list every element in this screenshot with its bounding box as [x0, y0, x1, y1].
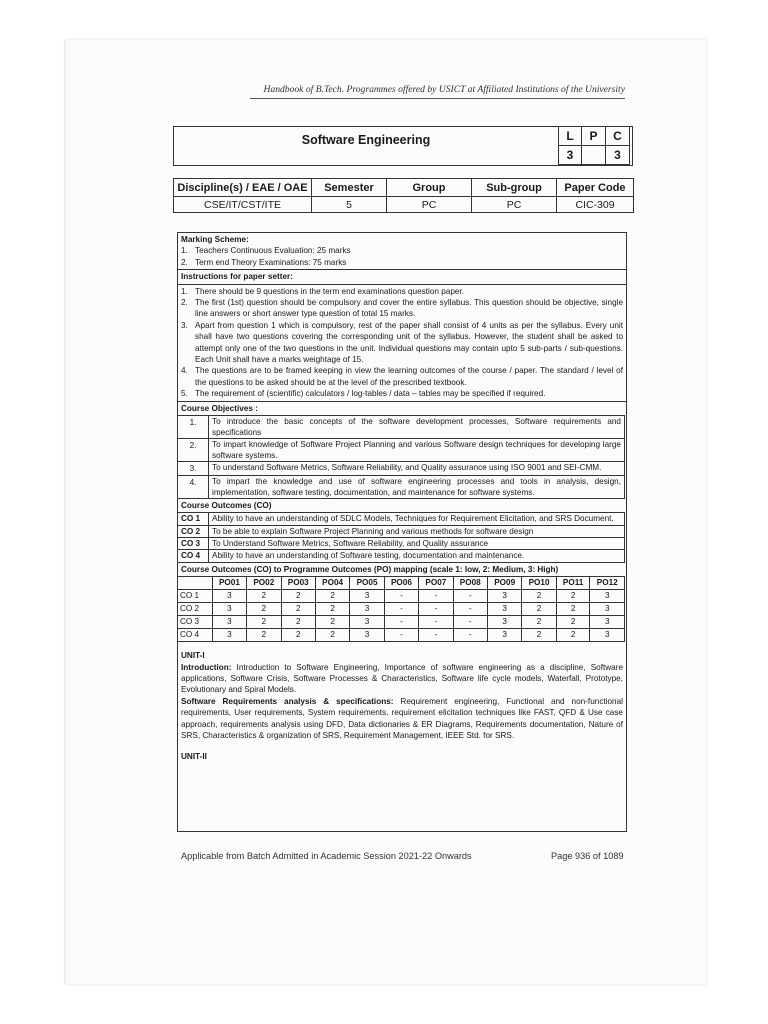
objective-row: 3. To understand Software Metrics, Software Reliability, and Quality assurance using ISO 9001 and SEI-CMM.	[178, 462, 625, 475]
mapping-cell: -	[384, 616, 418, 629]
mapping-row	[178, 629, 625, 642]
outcome-row: CO 1 Ability to have an understanding of SDLC Models, Techniques for Requirement Elicitation, and SRS Document.	[178, 513, 625, 525]
marking-scheme	[178, 233, 626, 270]
outcome-row: CO 3 To Understand Software Metrics, Software Reliability, and Quality assurance	[178, 537, 625, 549]
instructions-heading: Instructions for paper setter:	[178, 270, 626, 284]
disc-header-papercode: Paper Code	[557, 179, 634, 197]
outcome-row: CO 2 To be able to explain Software Project Planning and various methods for software design	[178, 525, 625, 537]
mapping-column-header: PO05	[350, 577, 384, 590]
mapping-column-header: PO07	[419, 577, 453, 590]
objectives-table	[177, 415, 625, 499]
mapping-row	[178, 603, 625, 616]
disc-value-papercode: CIC-309	[557, 197, 634, 213]
mapping-column-header: PO12	[590, 577, 625, 590]
instruction-item: 4. The questions are to be framed keeping in view the learning outcomes of the course / paper. The standard / level of the questions to be asked should be at the level of the prescribed textbook.	[181, 366, 623, 387]
mapping-row-label: CO 3	[178, 616, 213, 629]
instruction-item: 1. There should be 9 questions in the term end examinations question paper.	[181, 286, 464, 296]
syllabus-box	[177, 232, 627, 832]
mapping-cell: 2	[522, 616, 556, 629]
mapping-cell: 2	[281, 629, 315, 642]
unit-1-requirements: Software Requirements analysis & specifications: Requirement engineering, Functional and non-functional requirements, User requirements, System requirements, requirement elicitation techniques like FAST, QFD & Use case approach, requirements analysis using DFD, Data dictionaries & ER Diagrams, Requirements documentation, Nature of SRS, Characteristics & organization of SRS, Requirement Management, IEEE Std. for SRS.	[181, 696, 623, 741]
mapping-row-label: CO 1	[178, 590, 213, 603]
mapping-cell: 3	[212, 590, 246, 603]
mapping-column-header: PO08	[453, 577, 487, 590]
mapping-cell: 3	[350, 616, 384, 629]
outcomes-heading: Course Outcomes (CO)	[181, 500, 272, 510]
mapping-cell: 3	[487, 590, 521, 603]
mapping-cell: 2	[247, 629, 281, 642]
disc-value-group: PC	[387, 197, 472, 213]
lpc-value-l: 3	[559, 146, 582, 165]
mapping-cell: -	[453, 590, 487, 603]
mapping-cell: -	[384, 603, 418, 616]
mapping-column-header: PO09	[487, 577, 521, 590]
marking-heading: Marking Scheme:	[181, 235, 249, 244]
mapping-cell: 3	[590, 603, 625, 616]
disc-value-subgroup: PC	[472, 197, 557, 213]
disc-header-discipline: Discipline(s) / EAE / OAE	[174, 179, 312, 197]
outcome-row: CO 4 Ability to have an understanding of Software testing, documentation and maintenance.	[178, 550, 625, 562]
footer-page-number: Page 936 of 1089	[551, 851, 624, 861]
mapping-cell: -	[419, 590, 453, 603]
mapping-row	[178, 616, 625, 629]
unit-2-label: UNIT-II	[181, 752, 207, 762]
mapping-cell: 2	[522, 603, 556, 616]
mapping-cell: -	[419, 616, 453, 629]
mapping-cell: -	[419, 629, 453, 642]
mapping-cell: -	[453, 616, 487, 629]
instruction-item: 3. Apart from question 1 which is compulsory, rest of the paper shall consist of 4 units as per the syllabus. Every unit shall have two questions covering the corresponding unit of the syllabus. However, the student shall be asked to attempt only one of the two questions in the unit. Individual questions may contain upto 5 sub-parts / sub-questions. Each Unit shall have a marks weightage of 15.	[181, 320, 623, 365]
mapping-cell: 2	[556, 590, 590, 603]
mapping-cell: 2	[315, 629, 349, 642]
mapping-cell: 3	[590, 629, 625, 642]
mapping-column-header: PO06	[384, 577, 418, 590]
disc-header-group: Group	[387, 179, 472, 197]
disc-header-semester: Semester	[312, 179, 387, 197]
instruction-item: 5. The requirement of (scientific) calculators / log-tables / data – tables may be specified if required.	[181, 389, 546, 399]
mapping-cell: 3	[212, 629, 246, 642]
outcomes-table	[177, 512, 625, 563]
disc-value-semester: 5	[312, 197, 387, 213]
mapping-cell: -	[384, 590, 418, 603]
footer-applicable: Applicable from Batch Admitted in Academic Session 2021-22 Onwards	[181, 851, 472, 861]
lpc-value-p	[582, 146, 606, 165]
mapping-column-header: PO04	[315, 577, 349, 590]
instruction-item: 2. The first (1st) question should be compulsory and cover the entire syllabus. This question should be objective, single line answers or short answer type question of total 15 marks.	[181, 298, 623, 319]
marking-item: 2. Term end Theory Examinations: 75 marks	[181, 257, 347, 267]
mapping-column-header: PO01	[212, 577, 246, 590]
lpc-header-c: C	[606, 127, 630, 146]
mapping-cell: 2	[247, 603, 281, 616]
mapping-cell: -	[453, 629, 487, 642]
mapping-cell: 2	[556, 603, 590, 616]
mapping-column-header: PO10	[522, 577, 556, 590]
disc-value-discipline: CSE/IT/CST/ITE	[174, 197, 312, 213]
mapping-cell: 2	[281, 616, 315, 629]
syllabus-units	[178, 642, 626, 763]
unit-1-label: UNIT-I	[181, 651, 205, 661]
mapping-cell: 2	[556, 629, 590, 642]
mapping-cell: 3	[487, 616, 521, 629]
objectives-heading: Course Objectives :	[181, 403, 258, 413]
mapping-cell: 3	[350, 590, 384, 603]
mapping-cell: -	[419, 603, 453, 616]
mapping-cell: 2	[247, 616, 281, 629]
lpc-table	[558, 126, 630, 165]
mapping-row-label: CO 2	[178, 603, 213, 616]
co-po-mapping-table	[177, 576, 625, 642]
mapping-cell: 3	[590, 616, 625, 629]
mapping-cell: 2	[522, 590, 556, 603]
lpc-value-c: 3	[606, 146, 630, 165]
course-title-box	[173, 126, 633, 166]
mapping-cell: 2	[281, 603, 315, 616]
header-rule	[250, 98, 625, 99]
instructions-list	[178, 285, 626, 402]
mapping-cell: 3	[487, 603, 521, 616]
mapping-cell: 3	[212, 616, 246, 629]
unit-1-introduction: Introduction: Introduction to Software Engineering, Importance of software engineering as a discipline, Software applications, Software Crisis, Software Processes & Characteristics, Software life cycle models, Waterfall, Prototype, Evolutionary and Spiral Models.	[181, 662, 624, 695]
course-title: Software Engineering	[301, 133, 431, 147]
mapping-heading: Course Outcomes (CO) to Programme Outcomes (PO) mapping (scale 1: low, 2: Medium, 3: High)	[181, 564, 559, 574]
mapping-cell: 2	[315, 616, 349, 629]
objective-row: 1. To introduce the basic concepts of the software development processes, Software requirements and specifications	[178, 416, 625, 439]
mapping-column-header: PO02	[247, 577, 281, 590]
marking-item: 1. Teachers Continuous Evaluation: 25 marks	[181, 246, 351, 256]
mapping-row	[178, 590, 625, 603]
mapping-cell: -	[384, 629, 418, 642]
mapping-cell: 3	[487, 629, 521, 642]
handbook-header: Handbook of B.Tech. Programmes offered by USICT at Affiliated Institutions of the University	[263, 84, 625, 95]
mapping-cell: 3	[350, 629, 384, 642]
mapping-cell: 2	[315, 590, 349, 603]
mapping-cell: 3	[590, 590, 625, 603]
mapping-cell: -	[453, 603, 487, 616]
mapping-cell: 2	[315, 603, 349, 616]
objective-row: 4. To impart the knowledge and use of software engineering processes and tools in analysis, design, implementation, software testing, documentation, and maintenance for software systems.	[178, 475, 625, 498]
disc-header-subgroup: Sub-group	[472, 179, 557, 197]
mapping-cell: 3	[212, 603, 246, 616]
mapping-cell: 3	[350, 603, 384, 616]
lpc-header-p: P	[582, 127, 606, 146]
objective-row: 2. To impart knowledge of Software Project Planning and various Software design techniques for developing large software systems.	[178, 439, 625, 462]
mapping-cell: 2	[281, 590, 315, 603]
mapping-cell: 2	[522, 629, 556, 642]
mapping-column-header: PO03	[281, 577, 315, 590]
mapping-column-header: PO11	[556, 577, 590, 590]
mapping-cell: 2	[247, 590, 281, 603]
mapping-row-label: CO 4	[178, 629, 213, 642]
lpc-header-l: L	[559, 127, 582, 146]
discipline-table	[173, 178, 634, 213]
mapping-cell: 2	[556, 616, 590, 629]
